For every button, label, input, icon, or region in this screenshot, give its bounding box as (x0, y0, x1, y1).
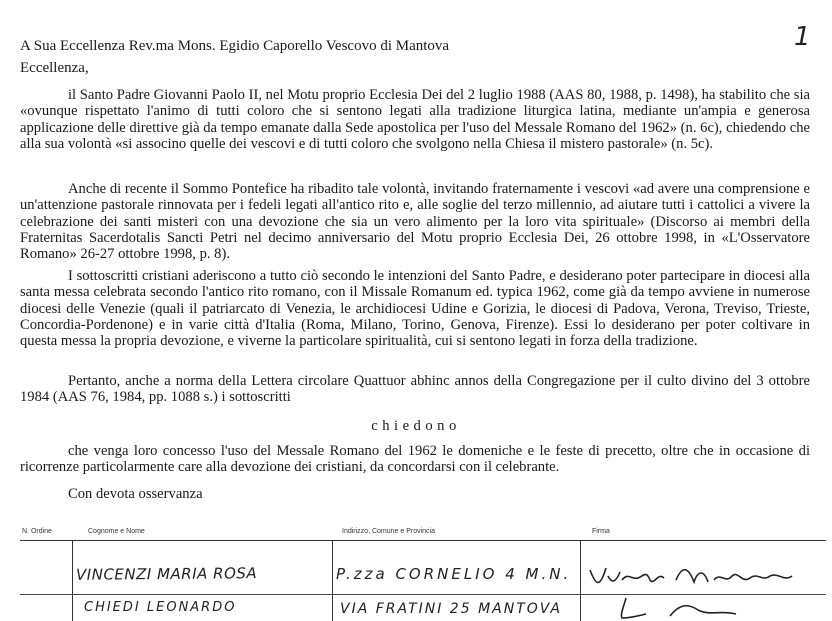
page-number: 1 (794, 22, 811, 52)
column-divider (580, 540, 581, 621)
signature-table (20, 522, 826, 621)
paragraph-2-text: Anche di recente il Sommo Pontefice ha ribadito tale volontà, invitando fraternamente i vescovi «ad avere una comprensione e un'attenzione pastorale rinnovata per i fedeli legati all'antico rito e, alle soglie del terzo millennio, ad aiutare tutti i cattolici a vivere la celebrazione dei santi misteri con una devozione che sia un vero alimento per la loro vita spirituale» (Discorso ai membri della Fraternitas Sacerdotalis Sancti Petri nel decimo anniversario del Motu proprio Ecclesia Dei, 26 ottobre 1998, in «L'Osservatore Romano» 26-27 ottobre 1998, p. 8). (20, 181, 810, 263)
row-divider (20, 594, 826, 595)
column-divider (72, 540, 73, 621)
column-divider (332, 540, 333, 621)
header-cognome-nome: Cognome e Nome (88, 528, 145, 535)
paragraph-2 (20, 181, 810, 262)
addressee-line: A Sua Eccellenza Rev.ma Mons. Egidio Caporello Vescovo di Mantova (20, 38, 450, 54)
handwritten-name: VINCENZI MARIA ROSA (75, 564, 258, 584)
paragraph-1-text: il Santo Padre Giovanni Paolo II, nel Motu proprio Ecclesia Dei del 2 luglio 1988 (AAS 80, 1988, p. 1498), ha stabilito che sia «ovunque rispettato l'animo di tutti coloro che si sentono legati alla tradizione liturgica latina, mediante un'ampia e generosa applicazione delle direttive già da tempo emanate dalla Sede apostolica per l'uso del Messale Romano del 1962» (n. 6c), chiedendo che alla sua volontà «si associno quelle dei vescovi e di tutti coloro che svolgono nella Chiesa il mistero pastorale» (n. 5c). (20, 87, 810, 152)
header-n-ordine: N. Ordine (22, 528, 52, 535)
paragraph-4 (20, 373, 810, 406)
handwritten-signature (586, 596, 786, 620)
table-top-border (20, 540, 826, 541)
paragraph-5-text: che venga loro concesso l'uso del Messale Romano del 1962 le domeniche e le feste di precetto, oltre che in occasione di ricorrenze particolarmente care alla devozione dei cristiani, da concordarsi con il celebrante. (20, 443, 810, 476)
paragraph-3 (20, 268, 810, 349)
paragraph-3-text: I sottoscritti cristiani aderiscono a tutto ciò secondo le intenzioni del Santo Padre, e desiderano poter partecipare in diocesi alla santa messa celebrata secondo l'antico rito romano, con il Missale Romanum ed. typica 1962, come già da tempo avviene in numerose diocesi delle Venezie (quali il patriarcato di Venezia, le archidiocesi Udine e Gorizia, le diocesi di Padova, Verona, Treviso, Trieste, Concordia-Pordenone) e in varie città d'Italia (Roma, Milano, Torino, Genova, Firenze). Essi lo desiderano per poter coltivare in questa messa la propria devozione, e viverne la particolare spiritualità, cui si sentono legati in forza della tradizione. (20, 268, 810, 350)
header-indirizzo: Indirizzo, Comune e Provincia (342, 528, 435, 535)
handwritten-address: P.zza CORNELIO 4 M.N. (336, 565, 572, 583)
paragraph-4-text: Pertanto, anche a norma della Lettera circolare Quattuor abhinc annos della Congregazione per il culto divino del 3 ottobre 1984 (AAS 76, 1984, pp. 1088 s.) i sottoscritti (20, 373, 810, 406)
closing-line: Con devota osservanza (68, 486, 203, 502)
paragraph-5 (20, 443, 810, 476)
handwritten-signature (586, 558, 826, 590)
header-firma: Firma (592, 528, 610, 535)
salutation: Eccellenza, (20, 60, 89, 76)
chiedono-heading: chiedono (371, 418, 461, 434)
paragraph-1 (20, 87, 810, 152)
handwritten-address: VIA FRATINI 25 MANTOVA (340, 601, 562, 617)
handwritten-name: CHIEDI LEONARDO (84, 600, 237, 615)
